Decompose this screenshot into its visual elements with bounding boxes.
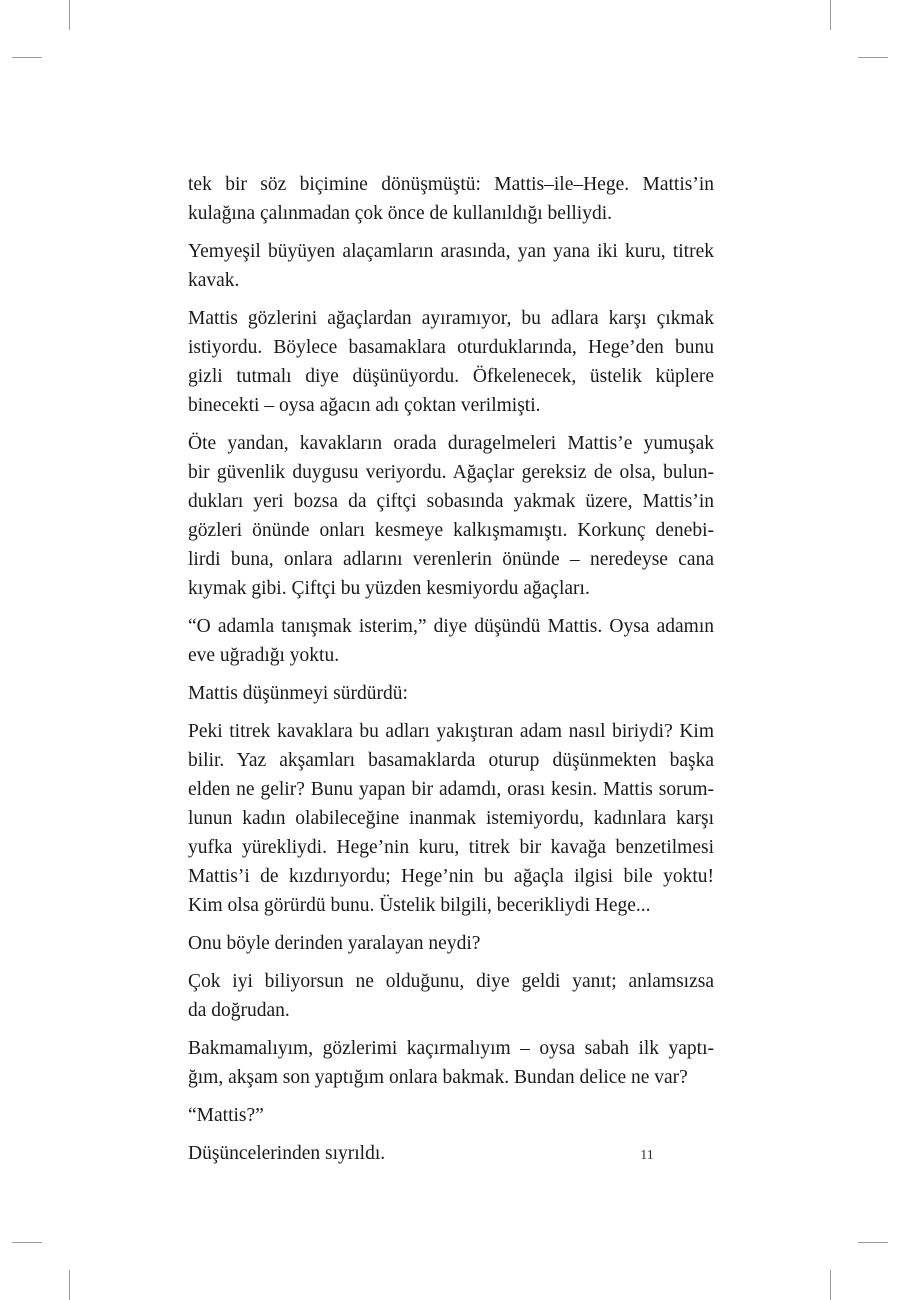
text-line: “Mattis?”	[188, 1105, 264, 1126]
text-line: gizli tutmalı diye düşünüyordu. Öfkelenecek, üstelik küplere	[188, 366, 714, 387]
paragraph	[188, 612, 714, 670]
paragraph	[188, 929, 714, 958]
text-line: kıymak gibi. Çiftçi bu yüzden kesmiyordu ağaçları.	[188, 578, 590, 599]
text-line: Peki titrek kavaklara bu adları yakıştıran adam nasıl biriydi? Kim	[188, 721, 714, 742]
text-line: kulağına çalınmadan çok önce de kullanıldığı belliydi.	[188, 203, 613, 224]
text-line: istiyordu. Böylece basamaklara oturduklarında, Hege’den bunu	[188, 337, 714, 358]
crop-mark-top-left-horizontal	[12, 57, 42, 58]
crop-mark-bottom-right-horizontal	[858, 1242, 888, 1243]
text-line: Mattis düşünmeyi sürdürdü:	[188, 683, 408, 704]
page-number: 11	[640, 1148, 654, 1163]
crop-mark-top-right-vertical	[830, 0, 831, 30]
text-line: tek bir söz biçimine dönüşmüştü: Mattis–ile–Hege. Mattis’in	[188, 174, 714, 195]
paragraph	[188, 429, 714, 603]
text-line: ğım, akşam son yaptığım onlara bakmak. Bundan delice ne var?	[188, 1067, 688, 1088]
paragraph	[188, 967, 714, 1025]
text-line: “O adamla tanışmak isterim,” diye düşündü Mattis. Oysa adamın	[188, 616, 714, 637]
paragraph	[188, 1034, 714, 1092]
crop-mark-bottom-right-vertical	[830, 1270, 831, 1300]
text-line: Düşüncelerinden sıyrıldı.	[188, 1143, 386, 1164]
text-line: Onu böyle derinden yaralayan neydi?	[188, 933, 481, 954]
text-line: da doğrudan.	[188, 1000, 290, 1021]
crop-mark-top-right-horizontal	[858, 57, 888, 58]
paragraph	[188, 679, 714, 708]
text-line: lunun kadın olabileceğine inanmak istemiyordu, kadınlara karşı	[188, 808, 714, 829]
text-line: Bakmamalıyım, gözlerimi kaçırmalıyım – oysa sabah ilk yaptı-	[188, 1038, 714, 1059]
crop-mark-top-left-vertical	[69, 0, 70, 30]
crop-mark-bottom-left-horizontal	[12, 1242, 42, 1243]
text-line: lirdi buna, onlara adlarını verenlerin önünde – neredeyse cana	[188, 549, 714, 570]
text-line: bilir. Yaz akşamları basamaklarda oturup düşünmekten başka	[188, 750, 714, 771]
crop-mark-bottom-left-vertical	[69, 1270, 70, 1300]
text-line: Öte yandan, kavakların orada duragelmeleri Mattis’e yumuşak	[188, 433, 714, 454]
text-line: Mattis gözlerini ağaçlardan ayıramıyor, bu adlara karşı çıkmak	[188, 308, 714, 329]
text-line: yufka yürekliydi. Hege’nin kuru, titrek bir kavağa benzetilmesi	[188, 837, 714, 858]
text-line: Çok iyi biliyorsun ne olduğunu, diye geldi yanıt; anlamsızsa	[188, 971, 714, 992]
text-line: Kim olsa görürdü bunu. Üstelik bilgili, becerikliydi Hege...	[188, 895, 651, 916]
paragraph	[188, 717, 714, 920]
text-line: binecekti – oysa ağacın adı çoktan verilmişti.	[188, 395, 541, 416]
text-line: Yemyeşil büyüyen alaçamların arasında, yan yana iki kuru, titrek	[188, 241, 714, 262]
page-body-text	[188, 170, 714, 1177]
text-line: Mattis’i de kızdırıyordu; Hege’nin bu ağaçla ilgisi bile yoktu!	[188, 866, 714, 887]
text-line: dukları yeri bozsa da çiftçi sobasında yakmak üzere, Mattis’in	[188, 491, 714, 512]
text-line: eve uğradığı yoktu.	[188, 645, 340, 666]
text-line: bir güvenlik duygusu veriyordu. Ağaçlar gereksiz de olsa, bulun-	[188, 462, 714, 483]
text-line: gözleri önünde onları kesmeye kalkışmamıştı. Korkunç denebi-	[188, 520, 714, 541]
text-line: elden ne gelir? Bunu yapan bir adamdı, orası kesin. Mattis sorum-	[188, 779, 714, 800]
paragraph	[188, 304, 714, 420]
paragraph	[188, 237, 714, 295]
text-line: kavak.	[188, 270, 240, 291]
paragraph	[188, 170, 714, 228]
paragraph	[188, 1101, 714, 1130]
